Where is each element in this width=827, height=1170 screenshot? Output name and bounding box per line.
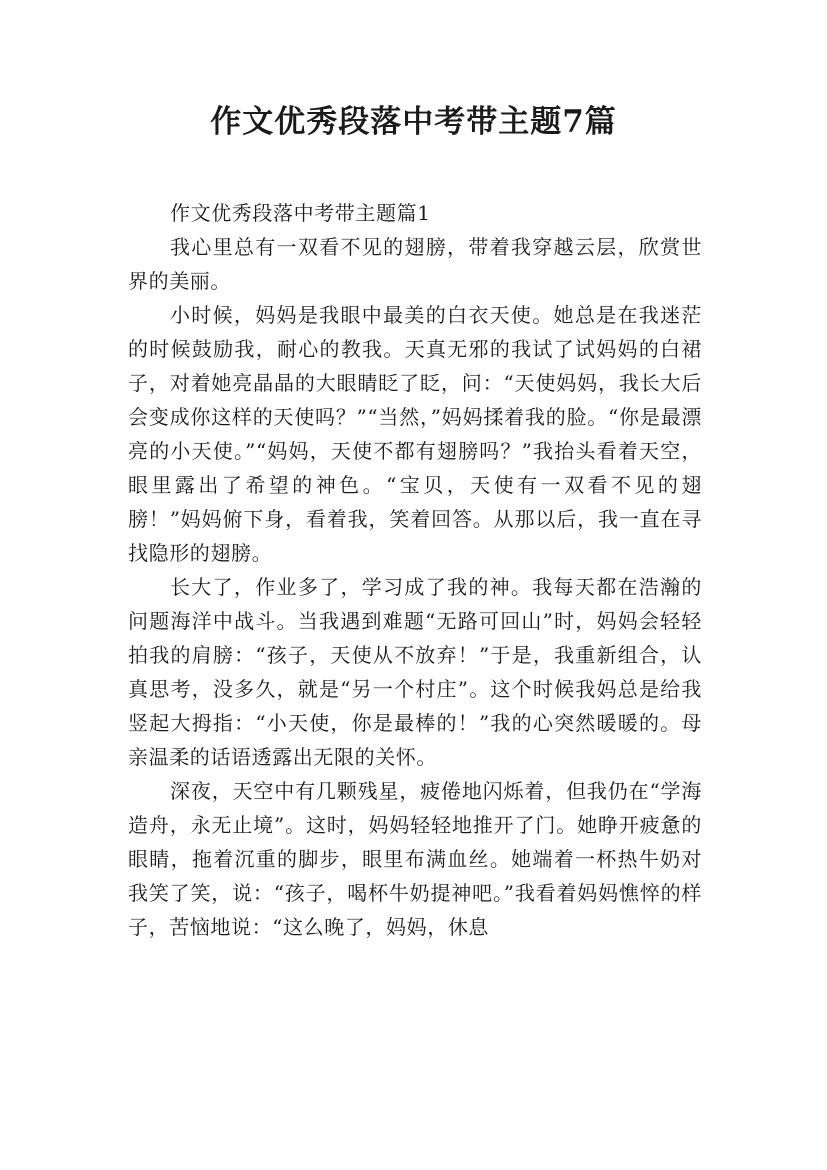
paragraph-3: 长大了，作业多了，学习成了我的神。我每天都在浩瀚的问题海洋中战斗。当我遇到难题“无路可回山”时，妈妈会轻轻拍我的肩膀：“孩子，天使从不放弃！”于是，我重新组合，认真思考，没多久，就是“另一个村庄”。这个时候我妈总是给我竖起大拇指：“小天使，你是最棒的！”我的心突然暖暖的。母亲温柔的话语透露出无限的关怀。	[128, 575, 702, 769]
section-heading: 作文优秀段落中考带主题篇1	[170, 201, 431, 225]
document-body	[128, 196, 702, 944]
paragraph-1: 我心里总有一双看不见的翅膀，带着我穿越云层，欣赏世界的美丽。	[128, 235, 702, 293]
document-title: 作文优秀段落中考带主题7篇	[210, 104, 617, 140]
paragraph-4: 深夜，天空中有几颗残星，疲倦地闪烁着，但我仍在“学海造舟，永无止境”。这时，妈妈轻轻地推开了门。她睁开疲惫的眼睛，拖着沉重的脚步，眼里布满血丝。她端着一杯热牛奶对我笑了笑，说：“孩子，喝杯牛奶提神吧。”我看着妈妈憔悴的样子，苦恼地说：“这么晚了，妈妈，休息	[128, 779, 702, 939]
paragraph-2: 小时候，妈妈是我眼中最美的白衣天使。她总是在我迷茫的时候鼓励我，耐心的教我。天真无邪的我试了试妈妈的白裙子，对着她亮晶晶的大眼睛眨了眨，问：“天使妈妈，我长大后会变成你这样的天使吗？”“当然，”妈妈揉着我的脸。“你是最漂亮的小天使。”“妈妈，天使不都有翅膀吗？”我抬头看着天空，眼里露出了希望的神色。“宝贝，天使有一双看不见的翅膀！”妈妈俯下身，看着我，笑着回答。从那以后，我一直在寻找隐形的翅膀。	[128, 303, 702, 565]
